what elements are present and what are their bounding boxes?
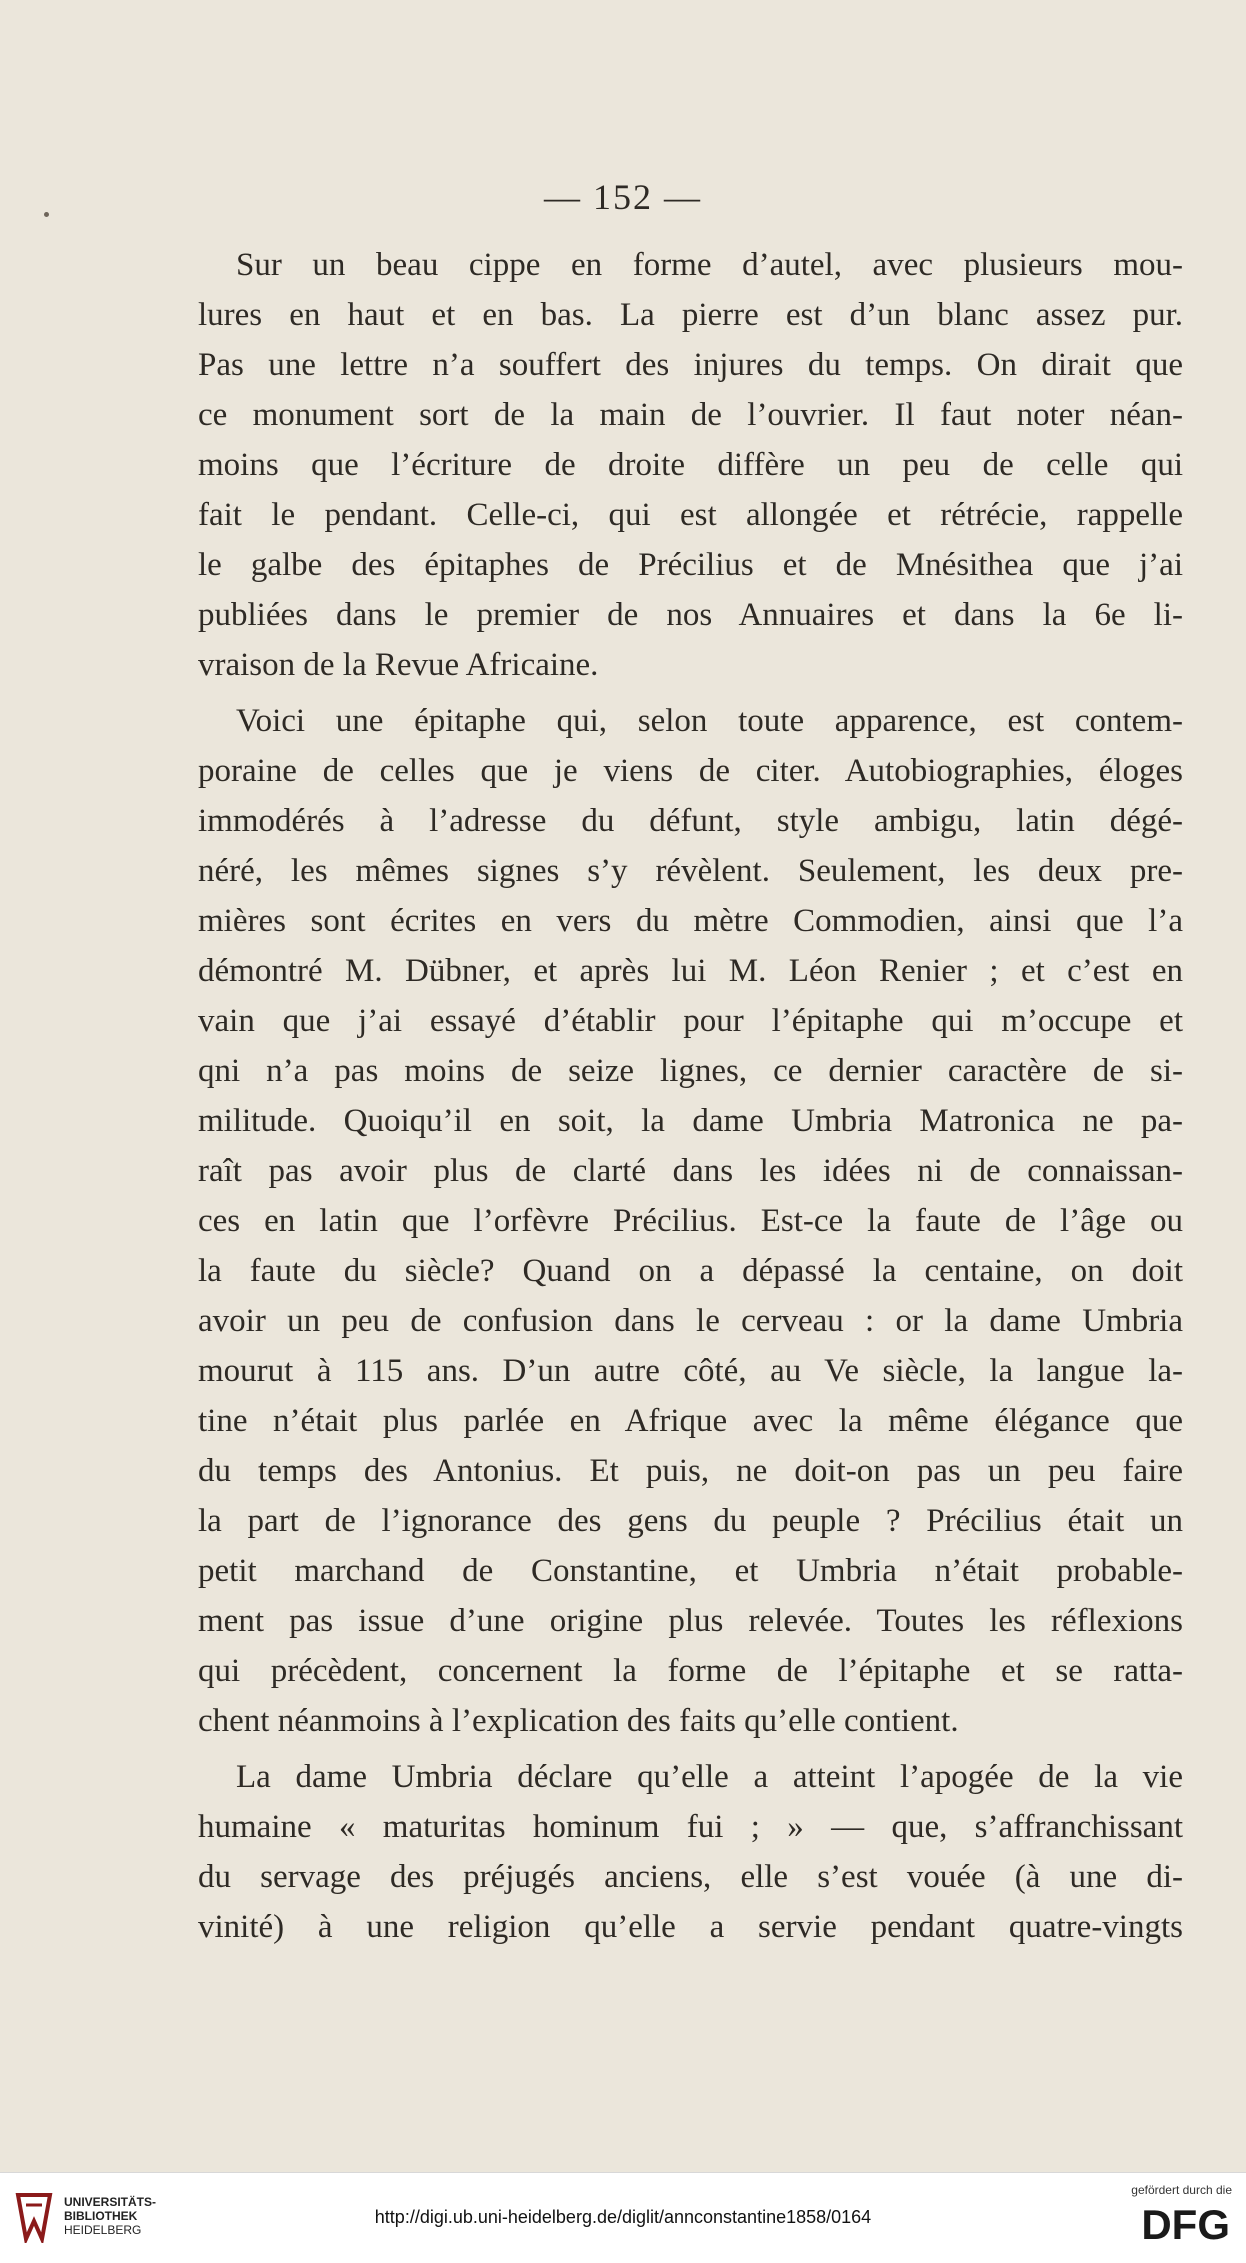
paragraph-3 xyxy=(198,1752,1183,1952)
text-line: qni n’a pas moins de seize lignes, ce dernier caractère de si- xyxy=(198,1053,1183,1089)
text-line: mourut à 115 ans. D’un autre côté, au Ve siècle, la langue la- xyxy=(198,1353,1183,1389)
library-name-line: HEIDELBERG xyxy=(64,2223,142,2237)
text-line: vraison de la Revue Africaine. xyxy=(198,647,599,683)
text-line: fait le pendant. Celle-ci, qui est allongée et rétrécie, rappelle xyxy=(198,497,1183,533)
text-line: immodérés à l’adresse du défunt, style ambigu, latin dégé- xyxy=(198,803,1183,839)
text-line: le galbe des épitaphes de Précilius et de Mnésithea que j’ai xyxy=(198,547,1183,583)
text-line: néré, les mêmes signes s’y révèlent. Seulement, les deux pre- xyxy=(198,853,1183,889)
dfg-logo-icon xyxy=(1102,2201,1232,2245)
paragraph-2 xyxy=(198,696,1183,1746)
text-line: du servage des préjugés anciens, elle s’est vouée (à une di- xyxy=(198,1859,1183,1895)
paragraph-1 xyxy=(198,240,1183,690)
text-line: petit marchand de Constantine, et Umbria n’était probable- xyxy=(198,1553,1183,1589)
text-line: lures en haut et en bas. La pierre est d’un blanc assez pur. xyxy=(198,297,1183,333)
library-name-line: UNIVERSITÄTS- xyxy=(64,2195,157,2209)
digitization-footer xyxy=(0,2172,1246,2263)
library-name-line: BIBLIOTHEK xyxy=(64,2209,138,2223)
funding-notice xyxy=(1092,2183,1232,2250)
text-line: ment pas issue d’une origine plus relevée. Toutes les réflexions xyxy=(198,1603,1183,1639)
text-line: tine n’était plus parlée en Afrique avec la même élégance que xyxy=(198,1403,1183,1439)
text-line: humaine « maturitas hominum fui ; » — que, s’affranchissant xyxy=(198,1809,1183,1845)
dfg-logo-text: DFG xyxy=(1141,2201,1230,2245)
text-line: militude. Quoiqu’il en soit, la dame Umbria Matronica ne pa- xyxy=(198,1103,1183,1139)
body-text xyxy=(198,240,1183,1952)
text-line: vain que j’ai essayé d’établir pour l’épitaphe qui m’occupe et xyxy=(198,1003,1183,1039)
text-line: la part de l’ignorance des gens du peuple ? Précilius était un xyxy=(198,1503,1183,1539)
page-number: — 152 — xyxy=(544,177,702,217)
text-line: raît pas avoir plus de clarté dans les idées ni de connaissan- xyxy=(198,1153,1183,1189)
text-line: mières sont écrites en vers du mètre Commodien, ainsi que l’a xyxy=(198,903,1183,939)
text-line: Sur un beau cippe en forme d’autel, avec plusieurs mou- xyxy=(236,247,1183,283)
text-line: La dame Umbria déclare qu’elle a atteint l’apogée de la vie xyxy=(236,1759,1183,1795)
text-line: vinité) à une religion qu’elle a servie pendant quatre-vingts xyxy=(198,1909,1183,1945)
text-line: Voici une épitaphe qui, selon toute apparence, est contem- xyxy=(236,703,1183,739)
text-line: qui précèdent, concernent la forme de l’épitaphe et se ratta- xyxy=(198,1653,1183,1689)
text-line: Pas une lettre n’a souffert des injures du temps. On dirait que xyxy=(198,347,1183,383)
text-line: publiées dans le premier de nos Annuaires et dans la 6e li- xyxy=(198,597,1183,633)
text-line: avoir un peu de confusion dans le cerveau : or la dame Umbria xyxy=(198,1303,1183,1339)
text-line: chent néanmoins à l’explication des faits qu’elle contient. xyxy=(198,1703,959,1739)
funding-caption: gefördert durch die xyxy=(1131,2183,1232,2197)
text-line: moins que l’écriture de droite diffère un peu de celle qui xyxy=(198,447,1183,483)
text-line: poraine de celles que je viens de citer. Autobiographies, éloges xyxy=(198,753,1183,789)
text-line: ces en latin que l’orfèvre Précilius. Est-ce la faute de l’âge ou xyxy=(198,1203,1183,1239)
text-line: la faute du siècle? Quand on a dépassé la centaine, on doit xyxy=(198,1253,1183,1289)
permalink-url[interactable]: http://digi.ub.uni-heidelberg.de/diglit/annconstantine1858/0164 xyxy=(374,2207,872,2227)
text-line: du temps des Antonius. Et puis, ne doit-on pas un peu faire xyxy=(198,1453,1183,1489)
text-line: démontré M. Dübner, et après lui M. Léon Renier ; et c’est en xyxy=(198,953,1183,989)
text-line: ce monument sort de la main de l’ouvrier. Il faut noter néan- xyxy=(198,397,1183,433)
